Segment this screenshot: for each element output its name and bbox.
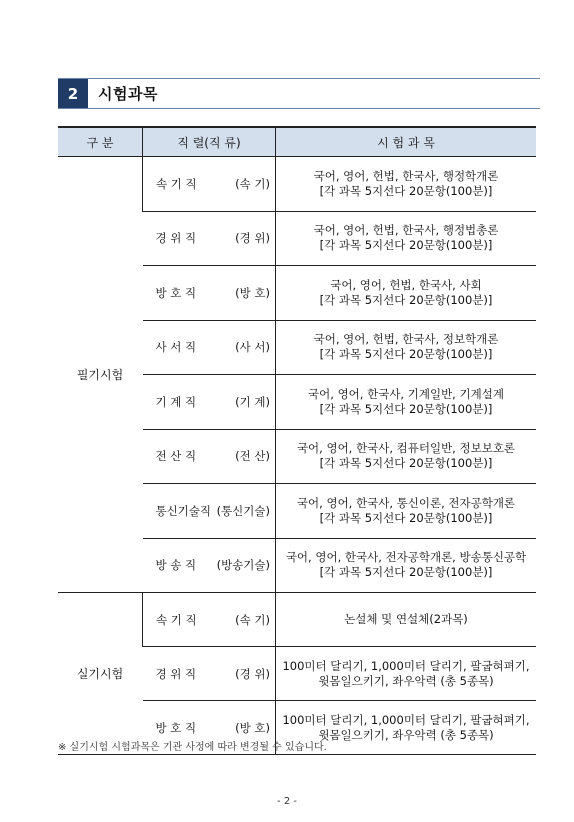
subjects-line: 국어, 영어, 한국사, 전자공학개론, 방송통신공학 bbox=[285, 550, 527, 565]
header-category: 구 분 bbox=[58, 127, 143, 157]
subjects-format: [각 과목 5지선다 20문항(100분)] bbox=[319, 183, 493, 198]
subjects-line: 국어, 영어, 헌법, 한국사, 사회 bbox=[330, 277, 482, 292]
position-cell bbox=[143, 484, 276, 539]
subjects-cell bbox=[276, 157, 537, 212]
position-name: 경 위 직 bbox=[155, 666, 197, 681]
subjects-line: 국어, 영어, 한국사, 통신이론, 전자공학개론 bbox=[296, 495, 516, 510]
position-type: (방 호) bbox=[235, 285, 270, 300]
subjects-cell bbox=[276, 538, 537, 593]
position-type: (기 계) bbox=[235, 394, 270, 409]
subjects-line-2: 윗몸일으키기, 좌우악력 (총 5종목) bbox=[318, 727, 494, 742]
position-cell bbox=[143, 157, 276, 212]
header-position: 직 렬(직 류) bbox=[143, 127, 276, 157]
position-name: 사 서 직 bbox=[155, 340, 197, 355]
position-cell bbox=[143, 320, 276, 375]
subjects-format: [각 과목 5지선다 20문항(100분)] bbox=[319, 565, 493, 580]
subjects-cell bbox=[276, 375, 537, 430]
subjects-format: [각 과목 5지선다 20문항(100분)] bbox=[319, 347, 493, 362]
position-name: 방 호 직 bbox=[155, 720, 197, 735]
subjects-cell bbox=[276, 647, 537, 701]
position-type: (방 호) bbox=[235, 720, 270, 735]
subjects-format: [각 과목 5지선다 20문항(100분)] bbox=[319, 238, 493, 253]
position-name: 방 호 직 bbox=[155, 285, 197, 300]
position-type: (경 위) bbox=[235, 666, 270, 681]
position-type: (속 기) bbox=[235, 176, 270, 191]
position-type: (전 산) bbox=[235, 449, 270, 464]
section-title: 시험과목 bbox=[98, 85, 158, 103]
subjects-line: 국어, 영어, 헌법, 한국사, 정보학개론 bbox=[313, 332, 499, 347]
position-type: (속 기) bbox=[235, 612, 270, 627]
subjects-line: 국어, 영어, 헌법, 한국사, 행정법총론 bbox=[313, 223, 499, 238]
position-name: 통신기술직 bbox=[155, 503, 212, 518]
subjects-cell bbox=[276, 211, 537, 266]
section-header bbox=[58, 78, 540, 109]
subjects-line-2: 윗몸일으키기, 좌우악력 (총 5종목) bbox=[318, 673, 494, 688]
subjects-format: [각 과목 5지선다 20문항(100분)] bbox=[319, 510, 493, 525]
position-name: 속 기 직 bbox=[156, 176, 197, 191]
subjects-line: 국어, 영어, 한국사, 기계일반, 기계설계 bbox=[308, 386, 504, 401]
category-written: 필기시험 bbox=[58, 157, 143, 593]
subjects-format: [각 과목 5지선다 20문항(100분)] bbox=[319, 401, 493, 416]
subjects-cell bbox=[276, 266, 537, 321]
subjects-cell bbox=[276, 593, 537, 647]
position-type: (사 서) bbox=[235, 340, 270, 355]
exam-subjects-table bbox=[58, 126, 536, 755]
position-cell bbox=[143, 266, 276, 321]
subjects-line: 국어, 영어, 헌법, 한국사, 행정학개론 bbox=[313, 168, 499, 183]
page-number: - 2 - bbox=[277, 796, 297, 807]
subjects-line: 100미터 달리기, 1,000미터 달리기, 팔굽혀펴기, bbox=[282, 712, 530, 727]
position-name: 기 계 직 bbox=[155, 394, 197, 409]
subjects-line: 국어, 영어, 한국사, 컴퓨터일반, 정보보호론 bbox=[296, 441, 516, 456]
table-row bbox=[58, 593, 536, 647]
table-header-row bbox=[58, 127, 536, 157]
header-subjects: 시 험 과 목 bbox=[276, 127, 537, 157]
position-cell bbox=[143, 211, 276, 266]
subjects-line: 100미터 달리기, 1,000미터 달리기, 팔굽혀펴기, bbox=[282, 658, 530, 673]
position-name: 경 위 직 bbox=[155, 231, 197, 246]
position-type: (통신기술) bbox=[216, 503, 270, 518]
position-cell bbox=[143, 538, 276, 593]
position-name: 방 송 직 bbox=[155, 558, 197, 573]
position-type: (경 위) bbox=[235, 231, 270, 246]
position-cell bbox=[143, 429, 276, 484]
position-cell bbox=[143, 593, 276, 647]
position-cell bbox=[143, 375, 276, 430]
subjects-cell bbox=[276, 320, 537, 375]
subjects-cell bbox=[276, 429, 537, 484]
section-number: 2 bbox=[58, 79, 88, 108]
subjects-cell bbox=[276, 484, 537, 539]
position-name: 전 산 직 bbox=[155, 449, 197, 464]
category-practical: 실기시험 bbox=[58, 593, 143, 755]
subjects-format: [각 과목 5지선다 20문항(100분)] bbox=[319, 456, 493, 471]
subjects-format: [각 과목 5지선다 20문항(100분)] bbox=[319, 292, 493, 307]
position-cell bbox=[143, 647, 276, 701]
position-type: (방송기술) bbox=[216, 558, 270, 573]
subjects-line: 논설체 및 연설체(2과목) bbox=[344, 612, 468, 626]
position-name: 속 기 직 bbox=[156, 612, 197, 627]
footnote: ※ 실기시험 시험과목은 기관 사정에 따라 변경될 수 있습니다. bbox=[58, 742, 327, 753]
table-row bbox=[58, 157, 536, 212]
